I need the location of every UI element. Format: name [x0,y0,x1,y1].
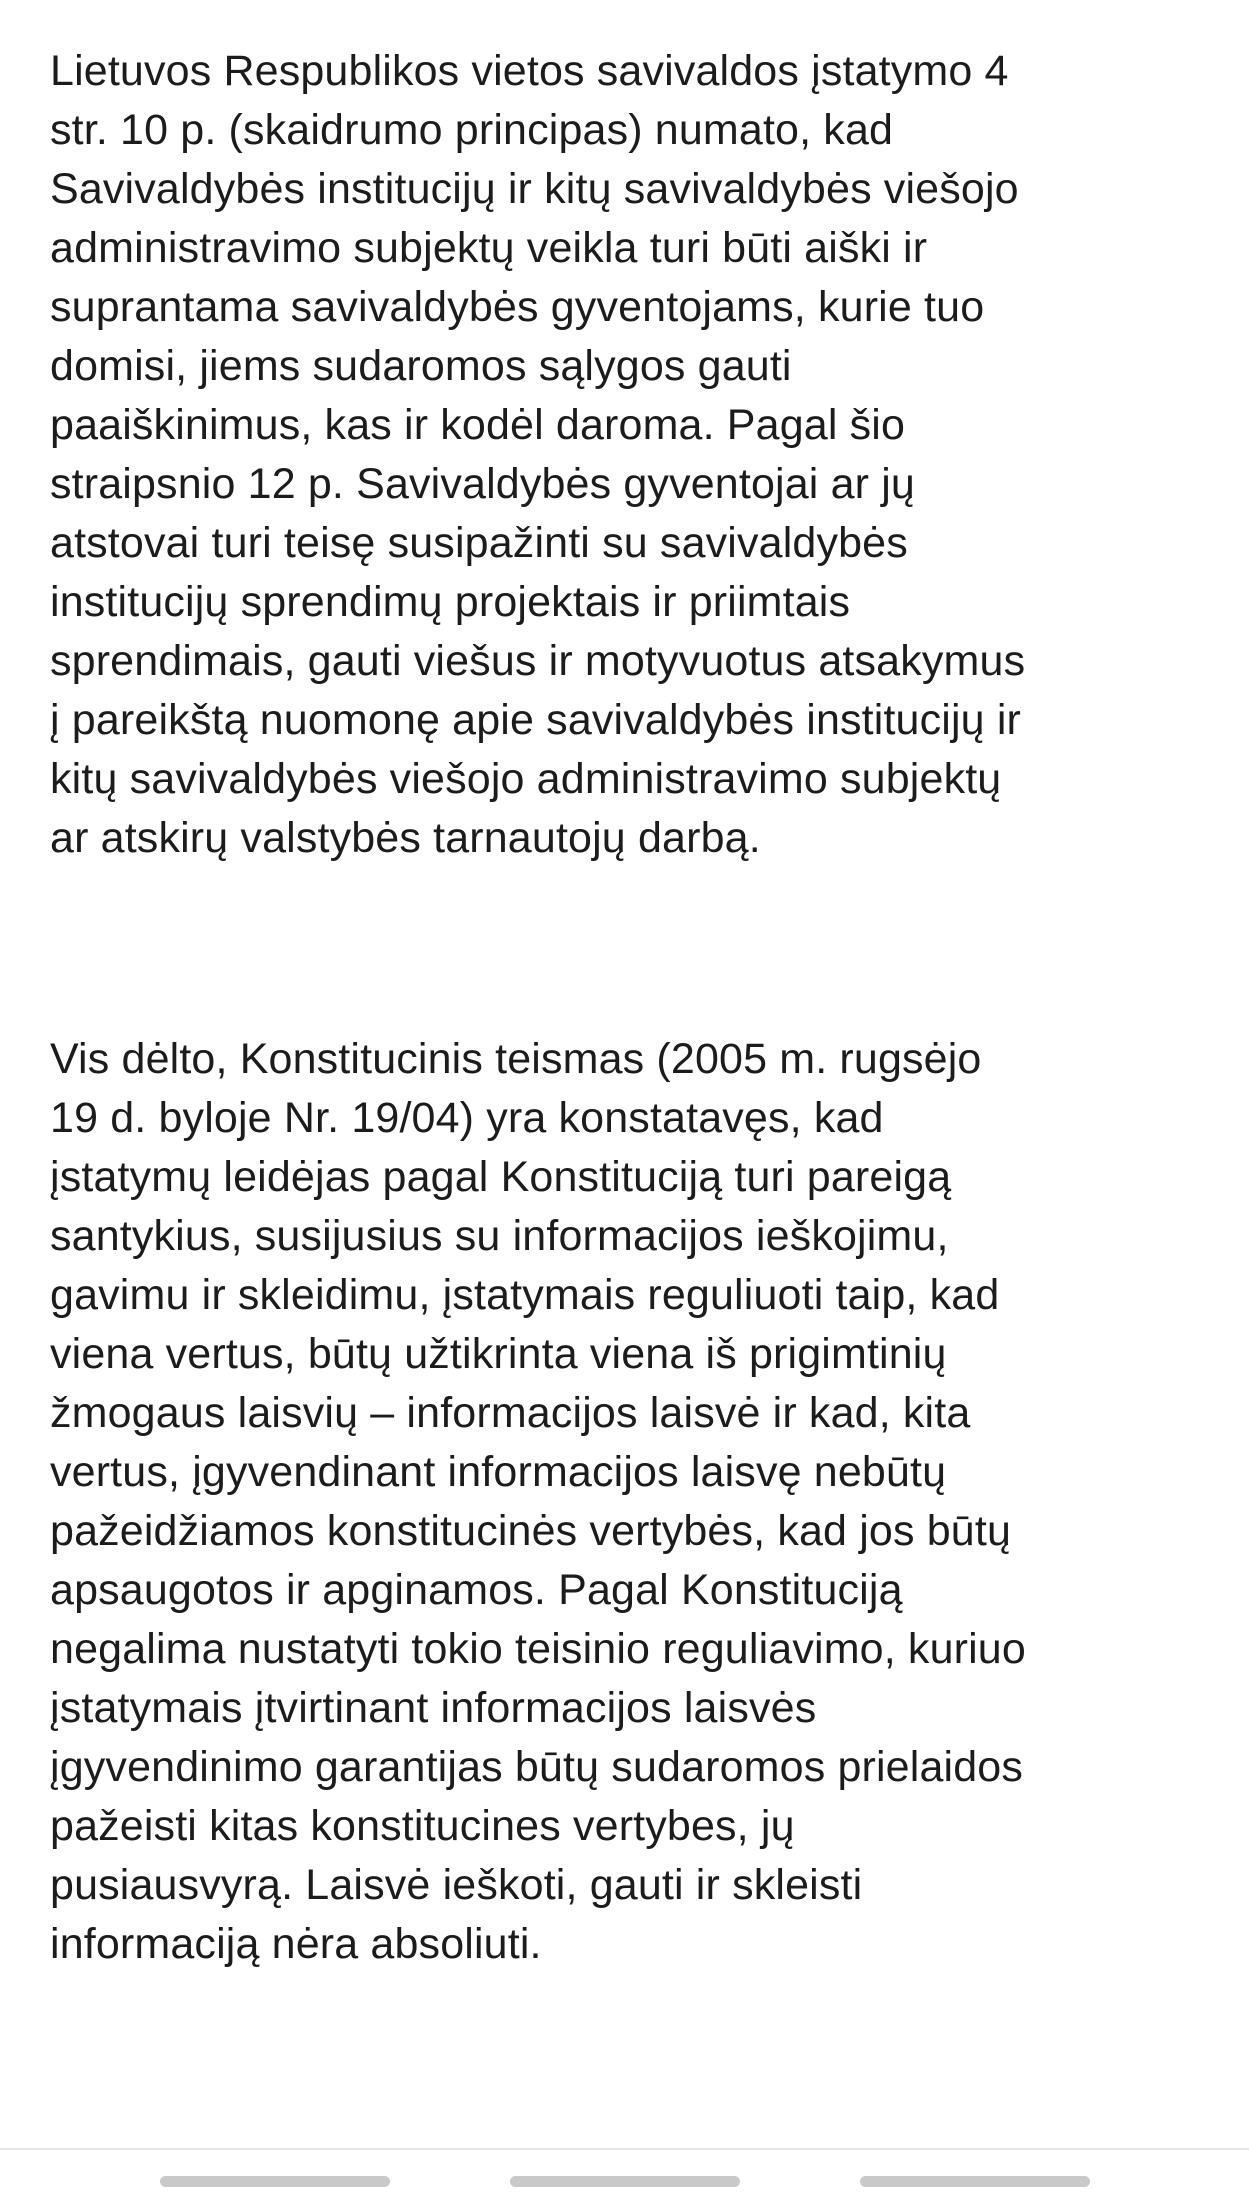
nav-handle-left[interactable] [160,2176,390,2187]
system-navigation-bar [0,2148,1249,2201]
nav-handle-right[interactable] [860,2176,1090,2187]
paragraph-transparency-principle: Lietuvos Respublikos vietos savivaldos įstatymo 4 str. 10 p. (skaidrumo principas) numato, kad Savivaldybės institucijų ir kitų savivaldybės viešojo administravimo subjektų veikla turi būti aiški ir suprantama savivaldybės gyventojams, kurie tuo domisi, jiems sudaromos sąlygos gauti paaiškinimus, kas ir kodėl daroma. Pagal šio straipsnio 12 p. Savivaldybės gyventojai ar jų atstovai turi teisę susipažinti su savivaldybės institucijų sprendimų projektais ir priimtais sprendimais, gauti viešus ir motyvuotus atsakymus į pareikštą nuomonę apie savivaldybės institucijų ir kitų savivaldybės viešojo administravimo subjektų ar atskirų valstybės tarnautojų darbą. [50,47,1026,862]
paragraph-constitutional-court: Vis dėlto, Konstitucinis teismas (2005 m. rugsėjo 19 d. byloje Nr. 19/04) yra konstatavęs, kad įstatymų leidėjas pagal Konstituciją turi pareigą santykius, susijusius su informacijos ieškojimu, gavimu ir skleidimu, įstatymais reguliuoti taip, kad viena vertus, būtų užtikrinta viena iš prigimtinių žmogaus laisvių – informacijos laisvė ir kad, kita vertus, įgyvendinant informacijos laisvę nebūtų pažeidžiamos konstitucinės vertybės, kad jos būtų apsaugotos ir apginamos. Pagal Konstituciją negalima nustatyti tokio teisinio reguliavimo, kuriuo įstatymais įtvirtinant informacijos laisvės įgyvendinimo garantijas būtų sudaromos prielaidos pažeisti kitas konstitucines vertybes, jų pusiausvyrą. Laisvė ieškoti, gauti ir skleisti informaciją nėra absoliuti. [50,1035,1026,1968]
nav-handle-center[interactable] [510,2176,740,2187]
